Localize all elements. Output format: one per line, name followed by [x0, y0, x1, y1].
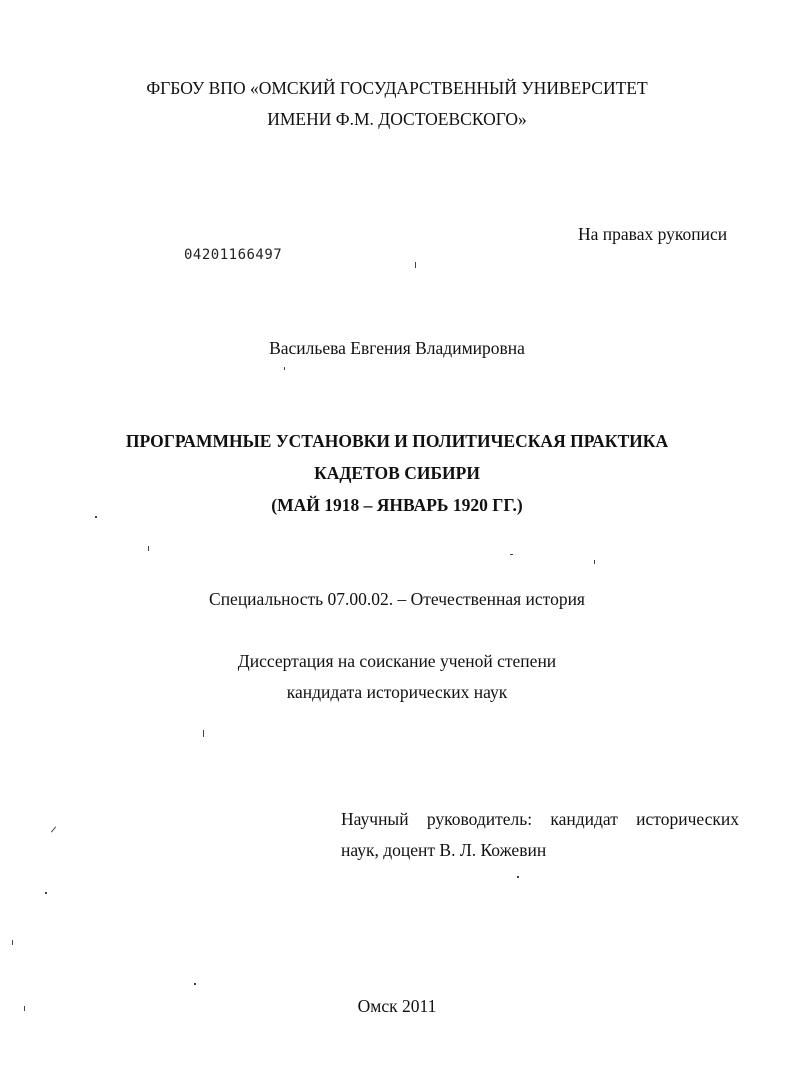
title-line-1: ПРОГРАММНЫЕ УСТАНОВКИ И ПОЛИТИЧЕСКАЯ ПРАКТИКА	[125, 431, 669, 451]
supervisor-line-2: наук, доцент В. Л. Кожевин	[341, 840, 547, 860]
supervisor-block	[341, 804, 739, 866]
title-line-3: (МАЙ 1918 – ЯНВАРЬ 1920 ГГ.)	[271, 495, 523, 515]
supervisor-word: исторических	[636, 809, 739, 829]
header-line-2: ИМЕНИ Ф.М. ДОСТОЕВСКОГО»	[267, 109, 527, 129]
scan-speck	[594, 560, 595, 564]
supervisor-word: кандидат	[550, 809, 618, 829]
scan-speck	[203, 730, 204, 737]
scan-speck	[415, 262, 416, 268]
footer-city-year: Омск 2011	[357, 996, 437, 1016]
dissertation-line-2: кандидата исторических наук	[286, 682, 508, 702]
title-line-2: КАДЕТОВ СИБИРИ	[314, 463, 480, 483]
scan-speck	[95, 516, 97, 518]
catalog-code: 04201166497	[184, 247, 283, 263]
scan-speck	[24, 1006, 25, 1011]
scan-speck	[148, 546, 149, 551]
specialty: Специальность 07.00.02. – Отечественная история	[209, 589, 585, 609]
dissertation-line-1: Диссертация на соискание ученой степени	[237, 651, 557, 671]
author-name: Васильева Евгения Владимировна	[269, 338, 525, 358]
header-line-1: ФГБОУ ВПО «ОМСКИЙ ГОСУДАРСТВЕННЫЙ УНИВЕРСИТЕТ	[146, 78, 648, 98]
scan-speck	[510, 554, 513, 555]
manuscript-note: На правах рукописи	[578, 224, 728, 244]
scan-speck	[45, 892, 47, 894]
scan-speck	[284, 367, 285, 370]
scan-speck	[194, 983, 196, 985]
supervisor-word: руководитель:	[426, 809, 533, 829]
scan-speck	[51, 826, 56, 832]
supervisor-word: Научный	[341, 809, 409, 829]
supervisor-line-1	[341, 804, 739, 835]
scan-speck	[517, 876, 519, 878]
scan-speck	[12, 940, 13, 945]
